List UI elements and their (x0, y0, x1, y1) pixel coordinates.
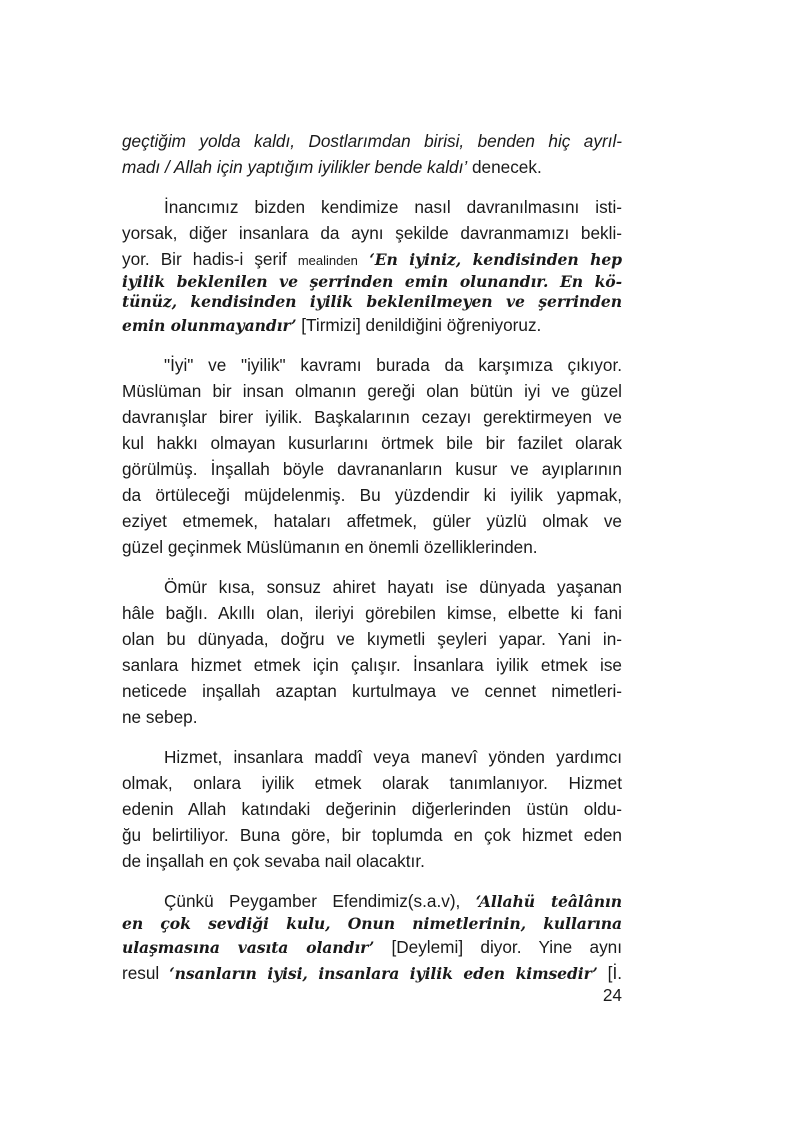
text-line (122, 154, 622, 180)
text-line: sanlara hizmet etmek için çalışır. İnsanlara iyilik etmek ise (122, 655, 622, 675)
text-line (122, 312, 622, 338)
text-line (122, 960, 622, 986)
text-line: "İyi" ve "iyilik" kavramı burada da karşımıza çıkıyor. (164, 355, 622, 375)
small-text: mealinden (297, 253, 358, 268)
hadith-quote: ‘nsanların iyisi, insanlara iyilik eden kimsedir’ (169, 964, 598, 983)
paragraph-3 (122, 352, 622, 560)
text-line: hâle bağlı. Akıllı olan, ileriyi görebilen kimse, elbette ki fani (122, 603, 622, 623)
text-line: güzel geçinmek Müslümanın en önemli özelliklerinden. (122, 537, 538, 557)
hadith-quote-line: iyilik beklenilen ve şerrinden emin olunandır. En kö- (122, 272, 622, 291)
text-line: neticede inşallah azaptan kurtulmaya ve cennet nimetleri- (122, 681, 622, 701)
hadith-quote: ‘Allahü teâlânın (475, 892, 622, 911)
paragraph-5 (122, 744, 622, 874)
plain-text: [Deylemi] diyor. Yine aynı (374, 937, 622, 957)
text-line: Ömür kısa, sonsuz ahiret hayatı ise dünyada yaşanan (164, 577, 622, 597)
text-line: de inşallah en çok sevaba nail olacaktır. (122, 851, 425, 871)
plain-text: [Tirmizi] denildiğini öğreniyoruz. (296, 315, 542, 335)
text-line: geçtiğim yolda kaldı, Dostlarımdan birisi, benden hiç ayrıl- (122, 131, 622, 151)
hadith-quote-line: en çok sevdiği kulu, Onun nimetlerinin, kullarına (122, 914, 622, 933)
book-page-text (122, 128, 622, 986)
text-line: olmak, onlara iyilik etmek olarak tanımlanıyor. Hizmet (122, 773, 622, 793)
paragraph-4 (122, 574, 622, 730)
page-number: 24 (602, 985, 622, 1005)
text-line: yorsak, diğer insanlara da aynı şekilde davranmamızı bekli- (122, 223, 622, 243)
text-line: İnancımız bizden kendimize nasıl davranılmasını isti- (164, 197, 622, 217)
paragraph-2 (122, 194, 622, 338)
plain-text: resul (122, 963, 170, 983)
text-line: olan bu dünyada, doğru ve kıymetli şeyleri yapar. Yani in- (122, 629, 622, 649)
text-line: görülmüş. İnşallah böyle davrananların kusur ve ayıplarının (122, 459, 622, 479)
text-line: ne sebep. (122, 707, 198, 727)
hadith-quote-line: tünüz, kendisinden iyilik beklenilmeyen ve şerrinden (122, 292, 622, 311)
text-line (122, 246, 622, 272)
hadith-quote: ulaşmasına vasıta olandır’ (122, 938, 375, 957)
text-line (122, 888, 622, 914)
plain-text: denecek. (467, 157, 542, 177)
text-line: Hizmet, insanlara maddî veya manevî yönden yardımcı (164, 747, 622, 767)
italic-quote: madı / Allah için yaptığım iyilikler bende kaldı’ (122, 157, 468, 177)
paragraph-1 (122, 128, 622, 180)
text-line: davranışlar birer iyilik. Başkalarının cezayı gerektirmeyen ve (122, 407, 622, 427)
hadith-quote: emin olunmayandır’ (122, 316, 297, 335)
text-line: edenin Allah katındaki değerinin diğerlerinden üstün oldu- (122, 799, 622, 819)
text-line (122, 934, 622, 960)
plain-text: yor. Bir hadis-i şerif (122, 249, 298, 269)
paragraph-6 (122, 888, 622, 986)
text-line: eziyet etmemek, hataları affetmek, güler yüzlü olmak ve (122, 511, 622, 531)
text-line: kul hakkı olmayan kusurlarını örtmek bile bir fazilet olarak (122, 433, 622, 453)
text-line: da örtüleceği müjdelenmiş. Bu yüzdendir ki iyilik yapmak, (122, 485, 622, 505)
plain-text: [İ. (597, 963, 622, 983)
plain-text: Çünkü Peygamber Efendimiz(s.a.v), (164, 891, 476, 911)
hadith-quote: ‘En iyiniz, kendisinden hep (357, 250, 622, 269)
text-line: Müslüman bir insan olmanın gereği olan bütün iyi ve güzel (122, 381, 622, 401)
text-line: ğu belirtiliyor. Buna göre, bir toplumda en çok hizmet eden (122, 825, 622, 845)
